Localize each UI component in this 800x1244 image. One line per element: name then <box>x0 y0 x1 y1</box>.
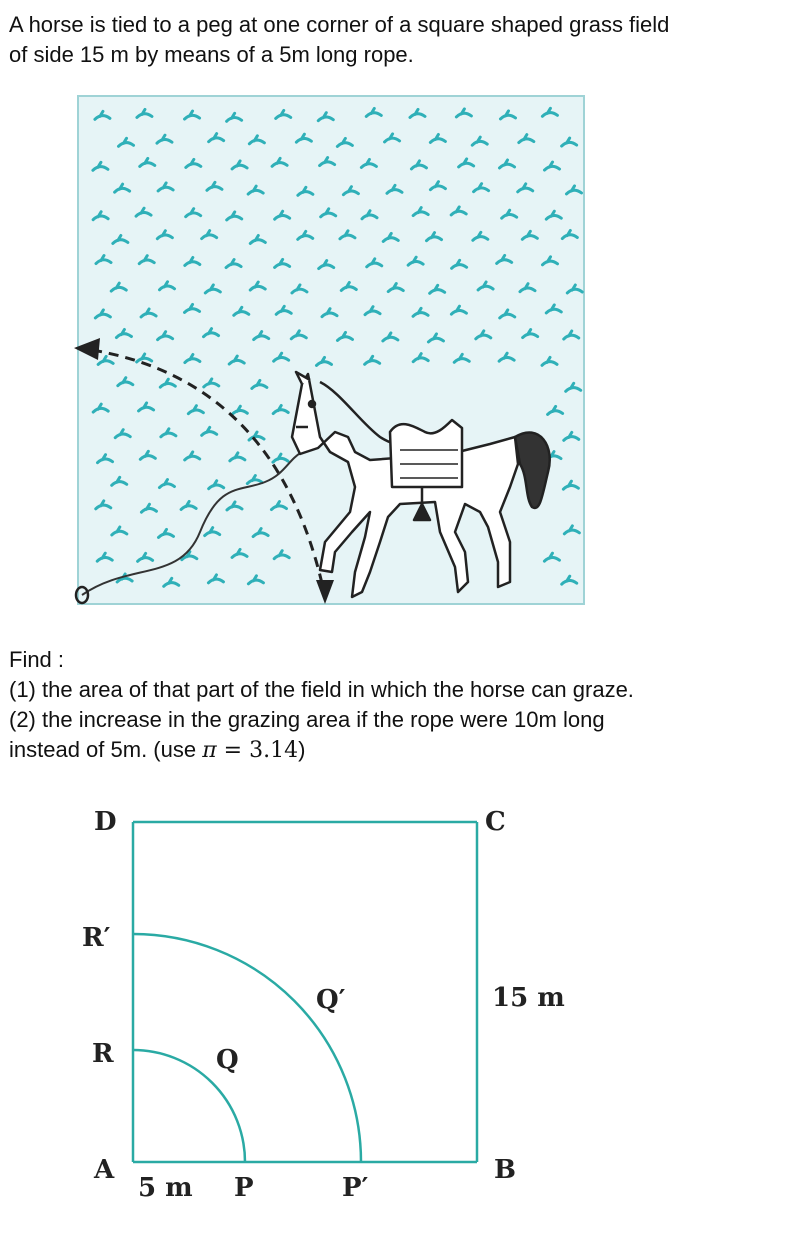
label-rope: 5 m <box>138 1173 193 1200</box>
question-2-line-2 <box>9 735 794 766</box>
label-p-prime: P′ <box>342 1173 369 1200</box>
pi-value: 3.14 <box>249 738 299 763</box>
label-q: Q <box>216 1045 239 1075</box>
label-side: 15 m <box>492 983 565 1013</box>
statement-line-2: of side 15 m by means of a 5m long rope. <box>9 42 414 67</box>
grass-field-illustration <box>78 96 584 604</box>
label-r: R <box>92 1039 114 1069</box>
geometry-diagram <box>80 800 620 1200</box>
pi-equals: = <box>216 738 250 763</box>
questions <box>9 645 794 766</box>
label-q-prime: Q′ <box>316 985 346 1015</box>
label-d: D <box>94 807 117 837</box>
pi-formula <box>202 738 298 763</box>
label-p: P <box>234 1173 254 1200</box>
label-c: C <box>485 807 506 837</box>
question-2-prefix: instead of 5m. (use <box>9 737 203 762</box>
label-r-prime: R′ <box>82 923 111 953</box>
pi-symbol: π <box>202 738 217 763</box>
horse-field-figure <box>70 92 590 612</box>
label-a: A <box>94 1155 115 1185</box>
question-1: (1) the area of that part of the field in which the horse can graze. <box>9 677 634 702</box>
find-heading: Find : <box>9 647 65 672</box>
question-2-line-1: (2) the increase in the grazing area if the rope were 10m long <box>9 707 605 732</box>
arc-large <box>133 934 361 1162</box>
question-2-suffix: ) <box>298 737 306 762</box>
statement-line-1: A horse is tied to a peg at one corner of a square shaped grass field <box>9 12 670 37</box>
label-b: B <box>494 1155 516 1185</box>
problem-statement <box>9 10 794 70</box>
